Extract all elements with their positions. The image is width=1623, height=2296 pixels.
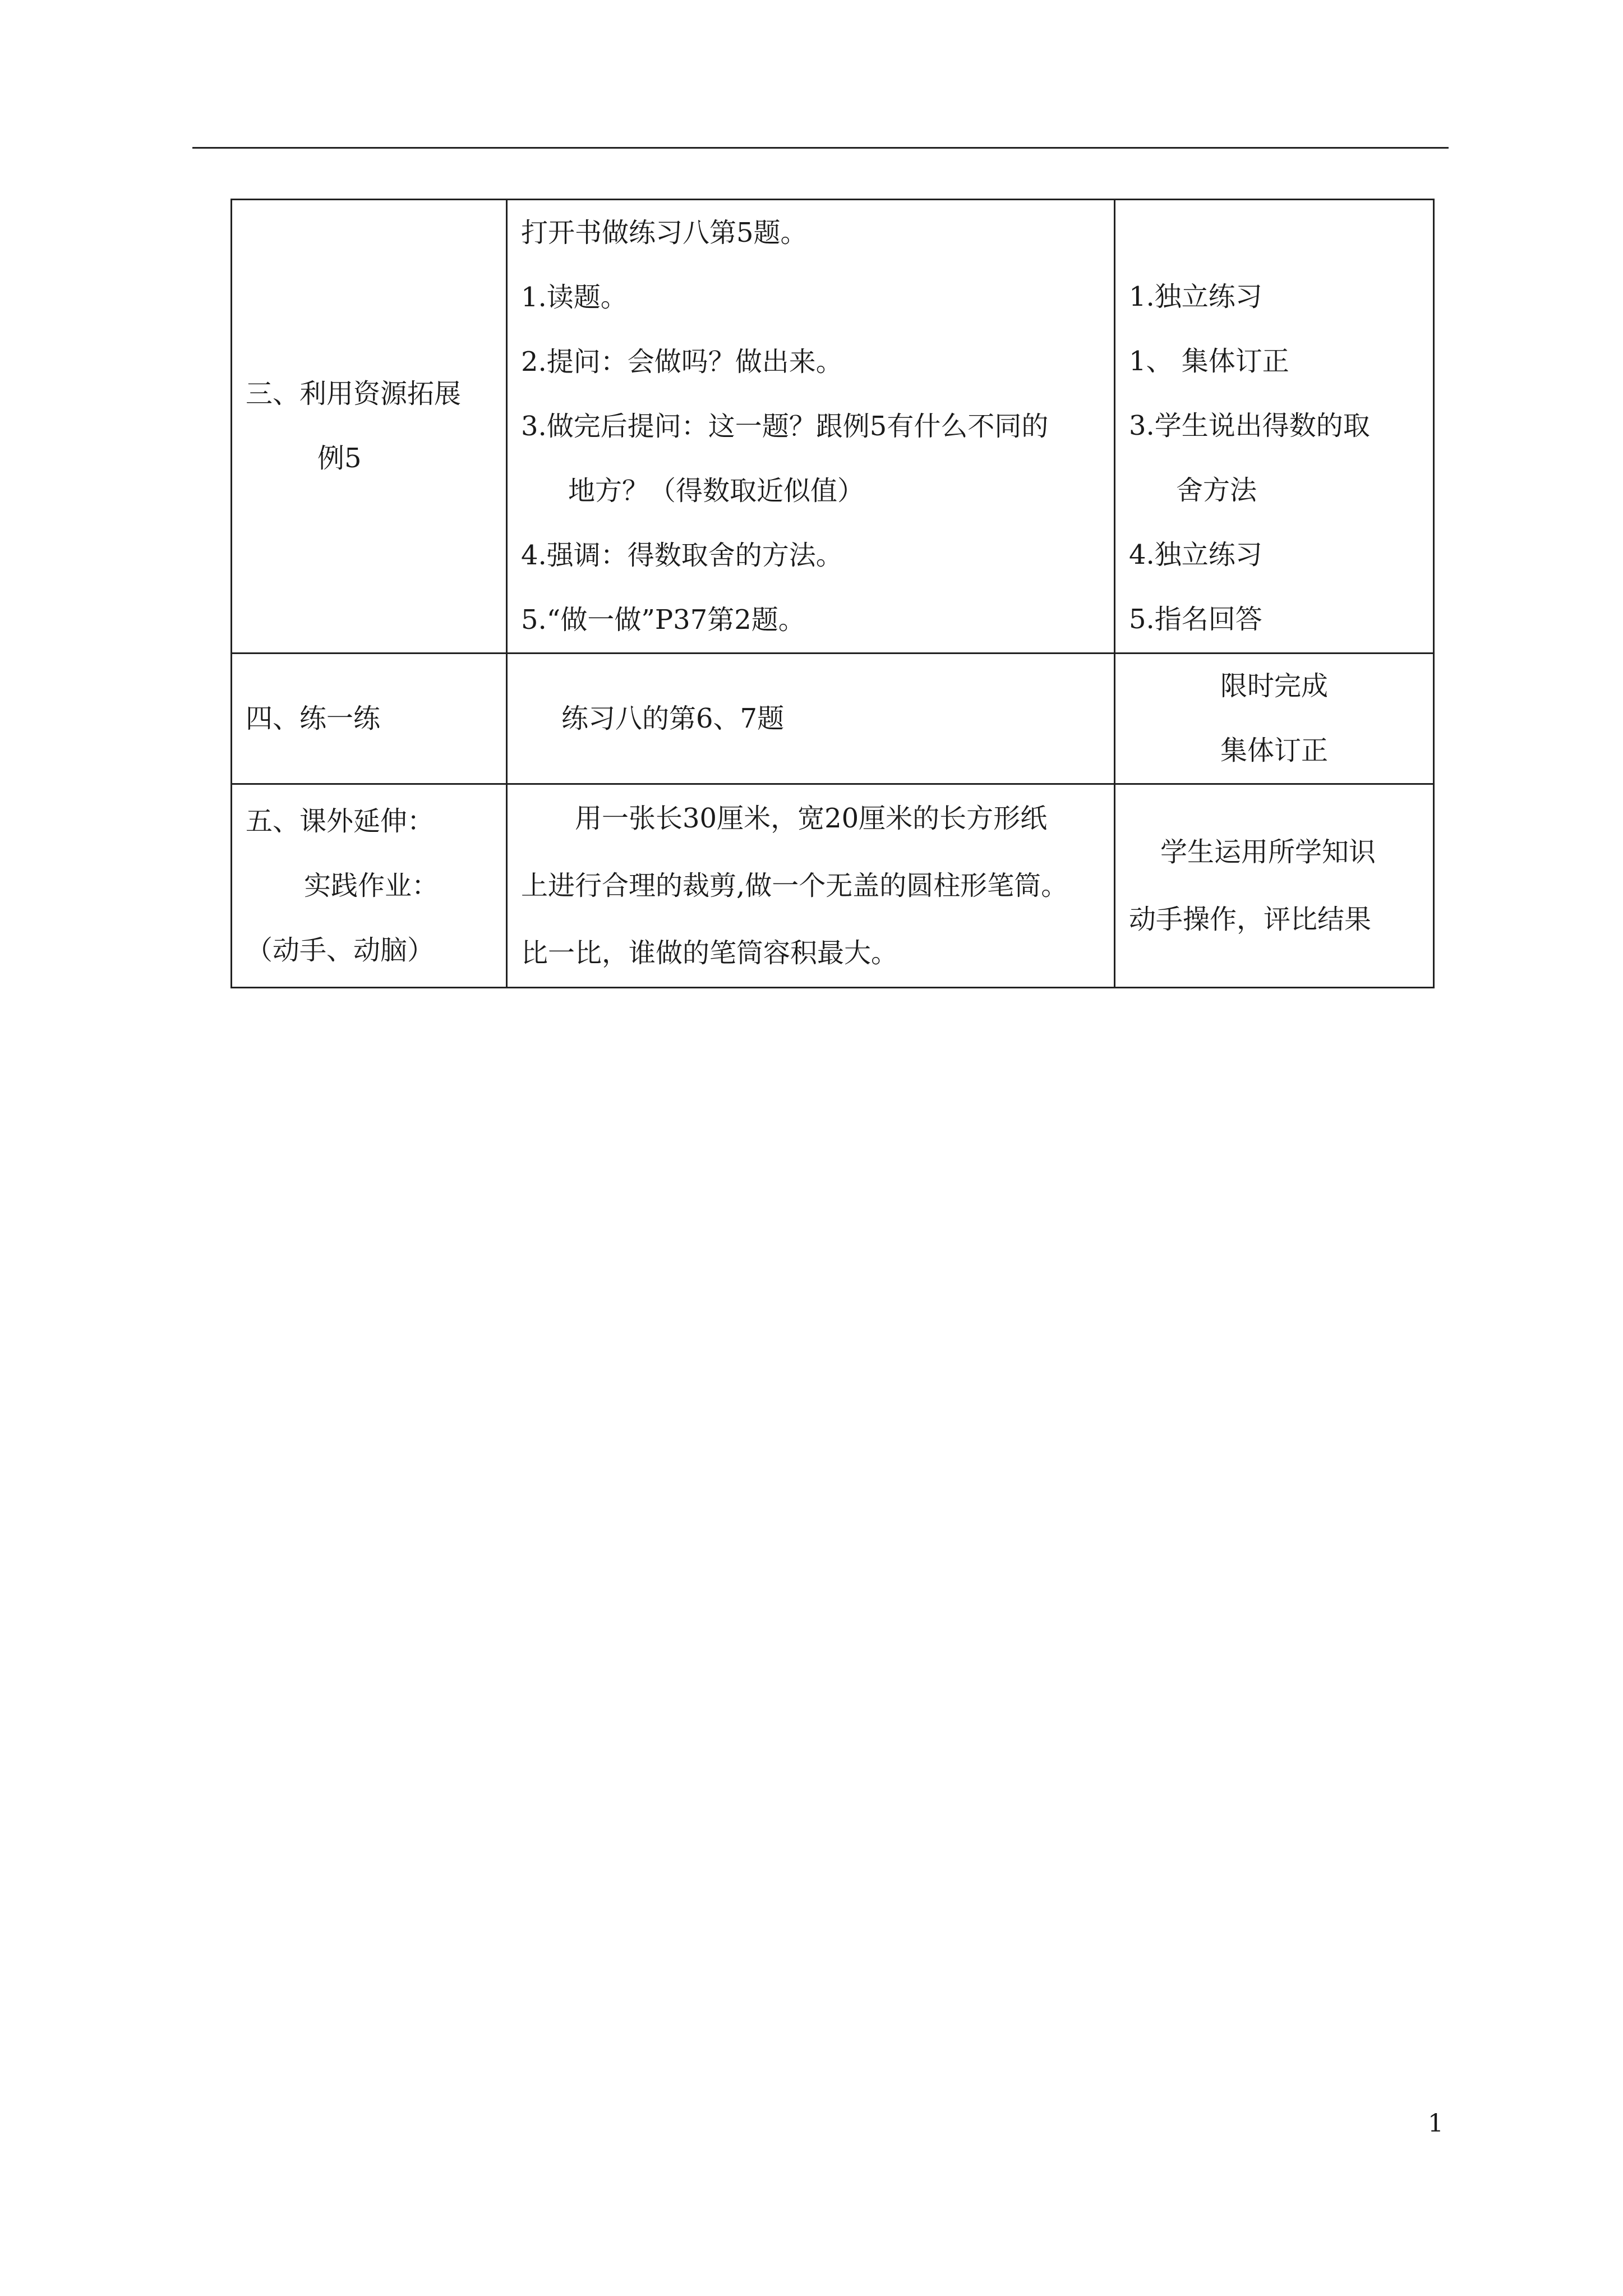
- teacher-activity-line: 地方？（得数取近似值）: [568, 475, 865, 507]
- student-activity-cell: [1115, 200, 1434, 654]
- stage-title-line: 例5: [317, 443, 362, 474]
- stage-title-line: 实践作业：: [304, 869, 439, 901]
- teacher-activity-line: 上进行合理的裁剪,做一个无盖的圆柱形笔筒。: [521, 870, 1068, 901]
- teacher-activity-cell: [507, 200, 1115, 654]
- student-activity-line: 1、 集体订正: [1129, 346, 1289, 377]
- student-activity-line: 4.独立练习: [1129, 539, 1262, 570]
- table-row: [232, 200, 1434, 654]
- teacher-activity-line: 5.“做一做”P37第2题。: [521, 604, 805, 636]
- stage-title-line: 三、利用资源拓展: [246, 378, 462, 409]
- teacher-activity-line: 用一张长30厘米，宽20厘米的长方形纸: [575, 803, 1048, 834]
- lesson-plan-table: [230, 199, 1435, 988]
- teacher-activity-line: 1.读题。: [521, 281, 628, 313]
- teacher-activity-line: 3.做完后提问：这一题？跟例5有什么不同的: [521, 410, 1049, 442]
- teacher-activity-line: 练习八的第6、7题: [561, 702, 785, 734]
- header-rule: [192, 147, 1449, 149]
- student-activity-line: 限时完成: [1220, 670, 1328, 702]
- teacher-activity-cell: [507, 784, 1115, 988]
- teacher-activity-line: 比一比，谁做的笔筒容积最大。: [521, 937, 898, 969]
- student-activity-cell: [1115, 654, 1434, 784]
- student-activity-line: 学生运用所学知识: [1160, 836, 1376, 868]
- student-activity-line: 动手操作，评比结果: [1129, 904, 1372, 935]
- student-activity-line: 3.学生说出得数的取: [1129, 410, 1370, 441]
- stage-title-line: 四、练一练: [246, 702, 381, 734]
- teacher-activity-line: 打开书做练习八第5题。: [521, 217, 808, 249]
- stage-cell: [232, 200, 507, 654]
- teacher-activity-line: 2.提问：会做吗？做出来。: [521, 346, 843, 378]
- student-activity-line: 5.指名回答: [1129, 604, 1262, 635]
- student-activity-line: 1.独立练习: [1129, 281, 1262, 312]
- student-activity-line: 舍方法: [1176, 475, 1257, 506]
- table-row: [232, 784, 1434, 988]
- teacher-activity-line: 4.强调：得数取舍的方法。: [521, 539, 843, 571]
- stage-cell: [232, 784, 507, 988]
- stage-cell: [232, 654, 507, 784]
- teacher-activity-cell: [507, 654, 1115, 784]
- page-number: 1: [1428, 2109, 1444, 2138]
- student-activity-cell: [1115, 784, 1434, 988]
- stage-title-line: 五、课外延伸：: [246, 805, 435, 837]
- student-activity-line: 集体订正: [1220, 735, 1328, 766]
- stage-title-line: （动手、动脑）: [246, 934, 435, 966]
- table-row: [232, 654, 1434, 784]
